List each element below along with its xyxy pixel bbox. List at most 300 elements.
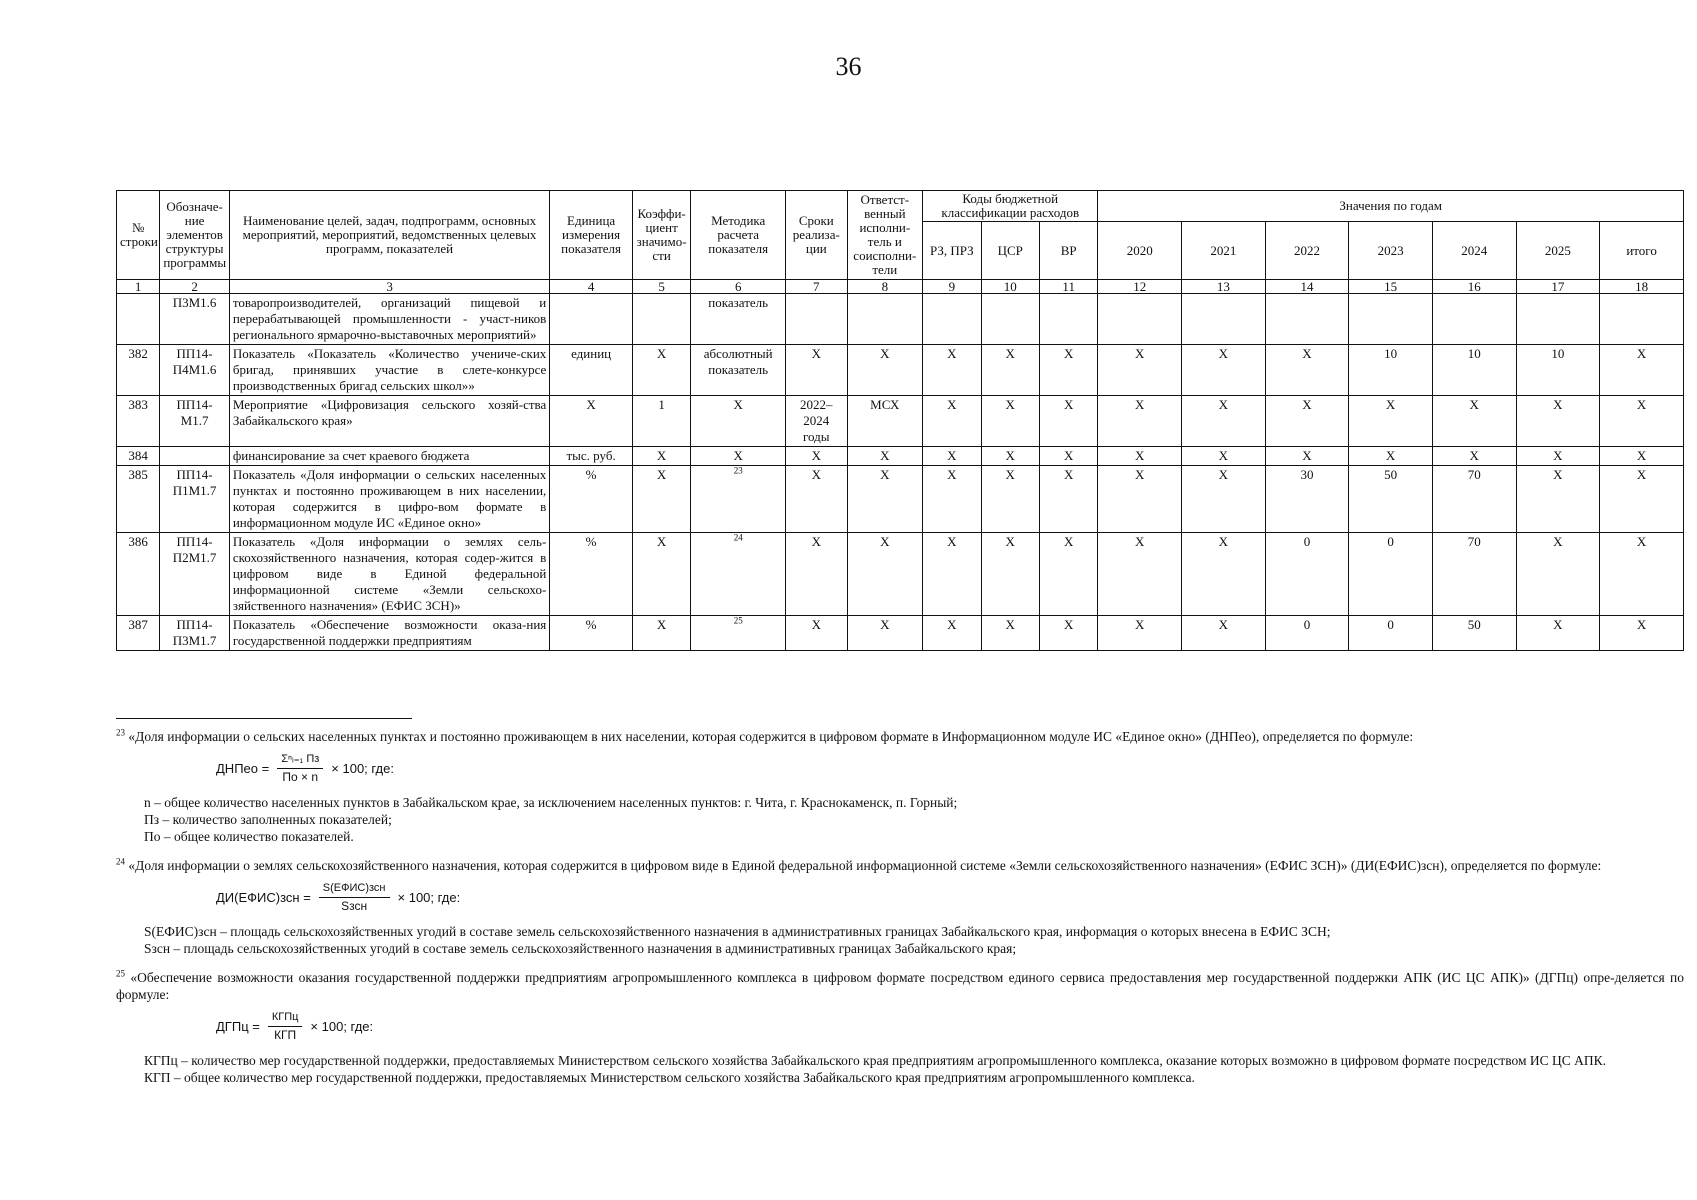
element-code [160, 294, 230, 345]
terms-cell-text: X [811, 617, 821, 632]
terms-cell-text: X [811, 534, 821, 549]
footnote-definition: КГП – общее количество мер государственной поддержки, предоставляемых Министерством сельского хозяйства Забайкальского края предприятиям агропромышленного комплекса. [144, 1070, 1195, 1085]
value-2024-text: 50 [1467, 617, 1481, 632]
table-row [117, 447, 1684, 466]
rz-cell [923, 345, 981, 396]
vr-cell-text: X [1064, 397, 1074, 412]
value-2021-text: X [1218, 448, 1229, 463]
row-number [117, 616, 160, 651]
value-2022 [1265, 616, 1349, 651]
row-number [117, 396, 160, 447]
header-year: 2025 [1516, 222, 1600, 280]
terms-cell-text: X [811, 346, 821, 361]
header-designation: Обозначе-ние элементов структуры программы [160, 191, 230, 280]
value-2024 [1432, 466, 1516, 533]
element-code [160, 447, 230, 466]
value-2025-text: X [1553, 617, 1563, 632]
value-2023-text: 50 [1384, 467, 1398, 482]
footnote-divider [116, 718, 412, 719]
element-name-text: Показатель «Доля информации о сельских населенных пунктах и постоянно проживающем в них населении, которая содержится в цифро-вом формате в информационном модуле ИС «Единое окно» [232, 467, 547, 530]
row-number-text: 387 [128, 617, 148, 632]
element-name-text: Показатель «Показатель «Количество учениче-ских бригад, принявших участие в слете-конкурсе производственных бригад сельских школ»» [232, 346, 547, 393]
coef-cell [632, 616, 690, 651]
value-2020-text: X [1135, 617, 1145, 632]
value-2025 [1516, 533, 1600, 616]
element-code [160, 616, 230, 651]
header-year: 2024 [1432, 222, 1516, 280]
column-number: 14 [1265, 280, 1349, 294]
column-number: 9 [923, 280, 981, 294]
terms-cell [786, 345, 847, 396]
footnote-text: «Доля информации о землях сельскохозяйственного назначения, которая содержится в цифровом виде в Единой федеральной информационной системе «Земли сельскохозяйственного назначения» (ЕФИС ЗСН)» (ДИ(ЕФИС)зсн), определяется по формуле: [128, 858, 1602, 873]
formula-denominator: Sзсн [341, 899, 368, 913]
terms-cell [786, 447, 847, 466]
header-row-no: № строки [117, 191, 160, 280]
vr-cell [1039, 533, 1097, 616]
rz-cell [923, 294, 981, 345]
value-2020 [1098, 466, 1182, 533]
header-year: 2020 [1098, 222, 1182, 280]
formula-dnpeo [216, 751, 1684, 786]
value-2020-text: X [1135, 448, 1145, 463]
formula-difis [216, 880, 1684, 915]
indicators-table [116, 190, 1684, 651]
value-total-text: X [1636, 534, 1647, 549]
value-total-text: X [1636, 397, 1647, 412]
value-2020 [1098, 294, 1182, 345]
value-2022-text: 0 [1303, 534, 1311, 549]
value-2024 [1432, 294, 1516, 345]
coef-cell [632, 533, 690, 616]
value-total [1600, 466, 1684, 533]
footnote-definition: По – общее количество показателей. [144, 829, 354, 844]
element-code-text: ПП14-П3М1.7 [172, 617, 217, 648]
table-row [117, 345, 1684, 396]
footnote-text: «Обеспечение возможности оказания государственной поддержки предприятиям агропромышленного комплекса в цифровом формате посредством единого сервиса предоставления мер государственной поддержки АПК (ИС ЦС АПК)» (ДГПц) опре-деляется по формуле: [116, 970, 1685, 1002]
method-cell [691, 294, 786, 345]
formula-fraction [319, 880, 390, 915]
column-numbers-row [117, 280, 1684, 294]
vr-cell [1039, 396, 1097, 447]
element-name [229, 533, 549, 616]
column-number: 10 [981, 280, 1039, 294]
value-2023-text: 0 [1387, 534, 1394, 549]
executor-cell-text: X [880, 534, 890, 549]
element-name [229, 396, 549, 447]
executor-cell-text: X [880, 617, 890, 632]
value-2022 [1265, 396, 1349, 447]
table-row [117, 466, 1684, 533]
footnotes [116, 728, 1684, 1086]
value-2021-text: X [1218, 346, 1229, 361]
header-year-total: итого [1600, 222, 1684, 280]
terms-cell [786, 466, 847, 533]
coef-cell-text: X [656, 467, 667, 482]
footnote-ref: 24 [733, 532, 743, 543]
csr-cell-text: X [1005, 467, 1015, 482]
header-unit: Единица измерения показателя [550, 191, 633, 280]
element-code [160, 466, 230, 533]
rz-cell-text: X [947, 467, 957, 482]
vr-cell [1039, 294, 1097, 345]
value-2022 [1265, 345, 1349, 396]
csr-cell-text: X [1005, 397, 1015, 412]
unit-cell-text: % [585, 617, 597, 632]
executor-cell-text: X [880, 346, 890, 361]
footnote-mark: 25 [116, 968, 125, 979]
table-row [117, 616, 1684, 651]
executor-cell [847, 294, 923, 345]
csr-cell-text: X [1005, 534, 1015, 549]
element-code [160, 345, 230, 396]
column-number: 2 [160, 280, 230, 294]
table-row [117, 294, 1684, 345]
header-year: 2021 [1182, 222, 1266, 280]
vr-cell [1039, 616, 1097, 651]
vr-cell [1039, 466, 1097, 533]
value-2023 [1349, 616, 1433, 651]
value-2022-text: X [1302, 346, 1312, 361]
value-2025 [1516, 396, 1600, 447]
formula-lhs: ДГПц = [216, 1019, 260, 1034]
row-number [117, 466, 160, 533]
unit-cell-text: единиц [571, 346, 612, 361]
rz-cell-text: X [947, 346, 957, 361]
csr-cell [981, 616, 1039, 651]
header-coef: Коэффи-циент значимо-сти [632, 191, 690, 280]
footnote-definition: Пз – количество заполненных показателей; [144, 812, 392, 827]
formula-tail: × 100; где: [331, 761, 394, 776]
column-number: 13 [1182, 280, 1266, 294]
rz-cell [923, 447, 981, 466]
row-number-text: 385 [128, 467, 148, 482]
method-cell [691, 533, 786, 616]
formula-fraction [268, 1009, 303, 1044]
formula-fraction [277, 751, 323, 786]
rz-cell [923, 616, 981, 651]
value-2023 [1349, 447, 1433, 466]
column-number: 4 [550, 280, 633, 294]
method-cell [691, 345, 786, 396]
value-2021 [1182, 466, 1266, 533]
footnote-ref: 23 [733, 465, 743, 476]
value-total [1600, 294, 1684, 345]
table-row [117, 396, 1684, 447]
value-2020-text: X [1135, 397, 1145, 412]
unit-cell-text: тыс. руб. [566, 448, 616, 463]
coef-cell-text: X [656, 448, 667, 463]
value-2023-text: 10 [1384, 346, 1398, 361]
terms-cell-text: X [811, 448, 821, 463]
element-name-text: товаропроизводителей, организаций пищевой и перерабатывающей промышленности - участ-ников регионального ярмарочно-выставочных мероприятий» [232, 295, 547, 342]
value-2022-text: X [1302, 397, 1312, 412]
element-code-text: ПП14-П2М1.7 [172, 534, 217, 565]
value-2022 [1265, 533, 1349, 616]
formula-tail: × 100; где: [397, 890, 461, 905]
element-name-text: Мероприятие «Цифровизация сельского хозяй-ства Забайкальского края» [232, 397, 547, 428]
value-2021 [1182, 345, 1266, 396]
row-number [117, 533, 160, 616]
table-body [117, 294, 1684, 651]
csr-cell-text: X [1005, 617, 1015, 632]
value-2020-text: X [1135, 467, 1145, 482]
coef-cell-text: X [656, 617, 667, 632]
coef-cell [632, 396, 690, 447]
row-number [117, 447, 160, 466]
value-2021-text: X [1218, 534, 1229, 549]
value-2025 [1516, 447, 1600, 466]
executor-cell [847, 616, 923, 651]
csr-cell [981, 396, 1039, 447]
vr-cell-text: X [1064, 617, 1074, 632]
header-csr: ЦСР [981, 222, 1039, 280]
column-number: 1 [117, 280, 160, 294]
footnote-definition: КГПц – количество мер государственной поддержки, предоставляемых Министерством сельского хозяйства Забайкальского края предприятиям агропромышленного комплекса, оказание которых возможно в цифровом формате посредством ИС ЦС АПК. [144, 1053, 1607, 1068]
unit-cell [550, 616, 633, 651]
row-number-text: 386 [128, 534, 148, 549]
executor-cell [847, 466, 923, 533]
method-cell [691, 447, 786, 466]
executor-cell [847, 345, 923, 396]
footnote-25 [116, 969, 1684, 1003]
value-2024-text: 10 [1467, 346, 1481, 361]
coef-cell-text: X [656, 346, 667, 361]
value-2025-text: X [1553, 534, 1563, 549]
value-total [1600, 447, 1684, 466]
element-code [160, 396, 230, 447]
value-2024-text: X [1469, 448, 1479, 463]
unit-cell [550, 533, 633, 616]
method-cell [691, 466, 786, 533]
method-cell [691, 396, 786, 447]
formula-tail: × 100; где: [310, 1019, 374, 1034]
value-2022-text: 0 [1303, 617, 1311, 632]
footnote-mark: 24 [116, 856, 125, 867]
formula-numerator: КГПц [268, 1009, 303, 1027]
value-2025-text: X [1553, 448, 1563, 463]
value-2024 [1432, 345, 1516, 396]
value-2021-text: X [1218, 617, 1229, 632]
footnote-definition: S(ЕФИС)зсн – площадь сельскохозяйственных угодий в составе земель сельскохозяйственного назначения в административных границах Забайкальского края, информация о которых внесена в ЕФИС ЗСН; [144, 924, 1331, 939]
unit-cell [550, 345, 633, 396]
header-year: 2022 [1265, 222, 1349, 280]
page-number: 36 [835, 52, 862, 81]
coef-cell-text: X [656, 534, 667, 549]
value-2024-text: X [1469, 397, 1479, 412]
value-total-text: X [1636, 467, 1647, 482]
formula-numerator: Σⁿᵢ₌₁ Пз [277, 751, 323, 769]
terms-cell-text: 2022–2024 годы [800, 397, 833, 444]
value-2020-text: X [1135, 346, 1145, 361]
method-cell-text: X [733, 397, 743, 412]
value-2025-text: X [1553, 397, 1563, 412]
value-2025 [1516, 616, 1600, 651]
vr-cell [1039, 447, 1097, 466]
value-total [1600, 396, 1684, 447]
element-name-text: Показатель «Обеспечение возможности оказа-ния государственной поддержки предприятиям [232, 617, 547, 648]
csr-cell-text: X [1005, 346, 1015, 361]
value-2020 [1098, 616, 1182, 651]
element-name-text: Показатель «Доля информации о землях сель-скохозяйственного назначения, которая содер-жится в цифровом виде в Единой федеральной информационной системе «Земли сельскохо-зяйственного назначения» (ЕФИС ЗСН)» [232, 534, 547, 613]
executor-cell [847, 533, 923, 616]
formula-numerator: S(ЕФИС)зсн [319, 880, 390, 898]
row-number-text: 382 [128, 346, 148, 361]
value-total-text: X [1636, 448, 1647, 463]
terms-cell [786, 533, 847, 616]
executor-cell-text: X [880, 467, 890, 482]
value-2021 [1182, 294, 1266, 345]
method-cell [691, 616, 786, 651]
header-rz: РЗ, ПРЗ [923, 222, 981, 280]
rz-cell-text: X [947, 448, 957, 463]
column-number: 12 [1098, 280, 1182, 294]
method-cell-text: X [733, 448, 743, 463]
value-2025-text: X [1553, 467, 1563, 482]
header-vr: ВР [1039, 222, 1097, 280]
value-2022 [1265, 447, 1349, 466]
value-2020-text: X [1135, 534, 1145, 549]
row-number-text: 383 [128, 397, 148, 412]
terms-cell [786, 396, 847, 447]
value-2022 [1265, 294, 1349, 345]
value-2023 [1349, 396, 1433, 447]
column-number: 16 [1432, 280, 1516, 294]
header-values-by-year: Значения по годам [1098, 191, 1684, 222]
column-number: 11 [1039, 280, 1097, 294]
coef-cell-text: 1 [658, 397, 665, 412]
header-executor: Ответст-венный исполни-тель и соисполни-тели [847, 191, 923, 280]
value-2022-text: X [1302, 448, 1312, 463]
value-total [1600, 533, 1684, 616]
unit-cell [550, 396, 633, 447]
element-name [229, 294, 549, 345]
value-2021 [1182, 533, 1266, 616]
value-2020 [1098, 396, 1182, 447]
header-terms: Сроки реализа-ции [786, 191, 847, 280]
element-name [229, 447, 549, 466]
value-2022-text: 30 [1300, 467, 1314, 482]
value-2023 [1349, 533, 1433, 616]
footnote-text: «Доля информации о сельских населенных пунктах и постоянно проживающем в них населении, которая содержится в цифровом формате в Информационном модуле ИС «Единое окно» (ДНПео), определяется по формуле: [128, 729, 1414, 744]
column-number: 17 [1516, 280, 1600, 294]
value-2021-text: X [1218, 397, 1229, 412]
unit-cell-text: X [586, 397, 596, 412]
value-2021 [1182, 396, 1266, 447]
csr-cell [981, 294, 1039, 345]
value-2023 [1349, 345, 1433, 396]
method-cell-text: показатель [708, 295, 769, 310]
value-2023 [1349, 294, 1433, 345]
element-name [229, 345, 549, 396]
value-2025 [1516, 466, 1600, 533]
value-2021 [1182, 616, 1266, 651]
executor-cell [847, 396, 923, 447]
csr-cell [981, 345, 1039, 396]
coef-cell [632, 345, 690, 396]
terms-cell [786, 294, 847, 345]
footnote-ref: 25 [733, 615, 743, 626]
method-cell-text: абсолютный показатель [703, 346, 773, 377]
executor-cell-text: МСХ [870, 397, 900, 412]
vr-cell [1039, 345, 1097, 396]
formula-denominator: По × n [282, 770, 319, 784]
value-2025-text: 10 [1551, 346, 1565, 361]
value-2024-text: 70 [1467, 467, 1481, 482]
csr-cell [981, 466, 1039, 533]
unit-cell-text: % [585, 534, 597, 549]
value-2025 [1516, 294, 1600, 345]
value-2020 [1098, 533, 1182, 616]
column-number: 15 [1349, 280, 1433, 294]
value-2024 [1432, 396, 1516, 447]
vr-cell-text: X [1064, 346, 1074, 361]
vr-cell-text: X [1064, 448, 1074, 463]
unit-cell [550, 294, 633, 345]
unit-cell-text: % [585, 467, 597, 482]
value-2023-text: 0 [1387, 617, 1394, 632]
coef-cell [632, 294, 690, 345]
value-2024 [1432, 616, 1516, 651]
rz-cell [923, 396, 981, 447]
formula-dgpc [216, 1009, 1684, 1044]
header-year: 2023 [1349, 222, 1433, 280]
executor-cell [847, 447, 923, 466]
row-number [117, 294, 160, 345]
row-number-text: 384 [128, 448, 148, 463]
header-method: Методика расчета показателя [691, 191, 786, 280]
vr-cell-text: X [1064, 467, 1074, 482]
footnote-24 [116, 857, 1684, 874]
row-number [117, 345, 160, 396]
column-number: 5 [632, 280, 690, 294]
value-2024 [1432, 533, 1516, 616]
element-code-text: ПП14-М1.7 [176, 397, 213, 428]
value-2022 [1265, 466, 1349, 533]
coef-cell [632, 447, 690, 466]
rz-cell-text: X [947, 617, 957, 632]
column-number: 6 [691, 280, 786, 294]
csr-cell [981, 533, 1039, 616]
column-number: 3 [229, 280, 549, 294]
rz-cell-text: X [947, 397, 957, 412]
footnote-23 [116, 728, 1684, 745]
value-total [1600, 616, 1684, 651]
terms-cell-text: X [811, 467, 821, 482]
executor-cell-text: X [880, 448, 890, 463]
rz-cell [923, 466, 981, 533]
header-name: Наименование целей, задач, подпрограмм, основных мероприятий, мероприятий, ведомственных целевых программ, показателей [229, 191, 549, 280]
value-2024-text: 70 [1467, 534, 1481, 549]
column-number: 8 [847, 280, 923, 294]
vr-cell-text: X [1064, 534, 1074, 549]
element-name [229, 466, 549, 533]
element-code-text: П3М1.6 [172, 295, 217, 310]
formula-lhs: ДИ(ЕФИС)зсн = [216, 890, 311, 905]
column-number: 7 [786, 280, 847, 294]
column-number: 18 [1600, 280, 1684, 294]
formula-lhs: ДНПео = [216, 761, 270, 776]
header-budget-codes: Коды бюджетной классификации расходов [923, 191, 1098, 222]
value-2021 [1182, 447, 1266, 466]
value-2023 [1349, 466, 1433, 533]
value-total [1600, 345, 1684, 396]
element-name-text: финансирование за счет краевого бюджета [232, 448, 470, 463]
footnote-mark: 23 [116, 727, 125, 738]
unit-cell [550, 466, 633, 533]
csr-cell-text: X [1005, 448, 1015, 463]
element-code-text: ПП14-П1М1.7 [172, 467, 217, 498]
element-code [160, 533, 230, 616]
